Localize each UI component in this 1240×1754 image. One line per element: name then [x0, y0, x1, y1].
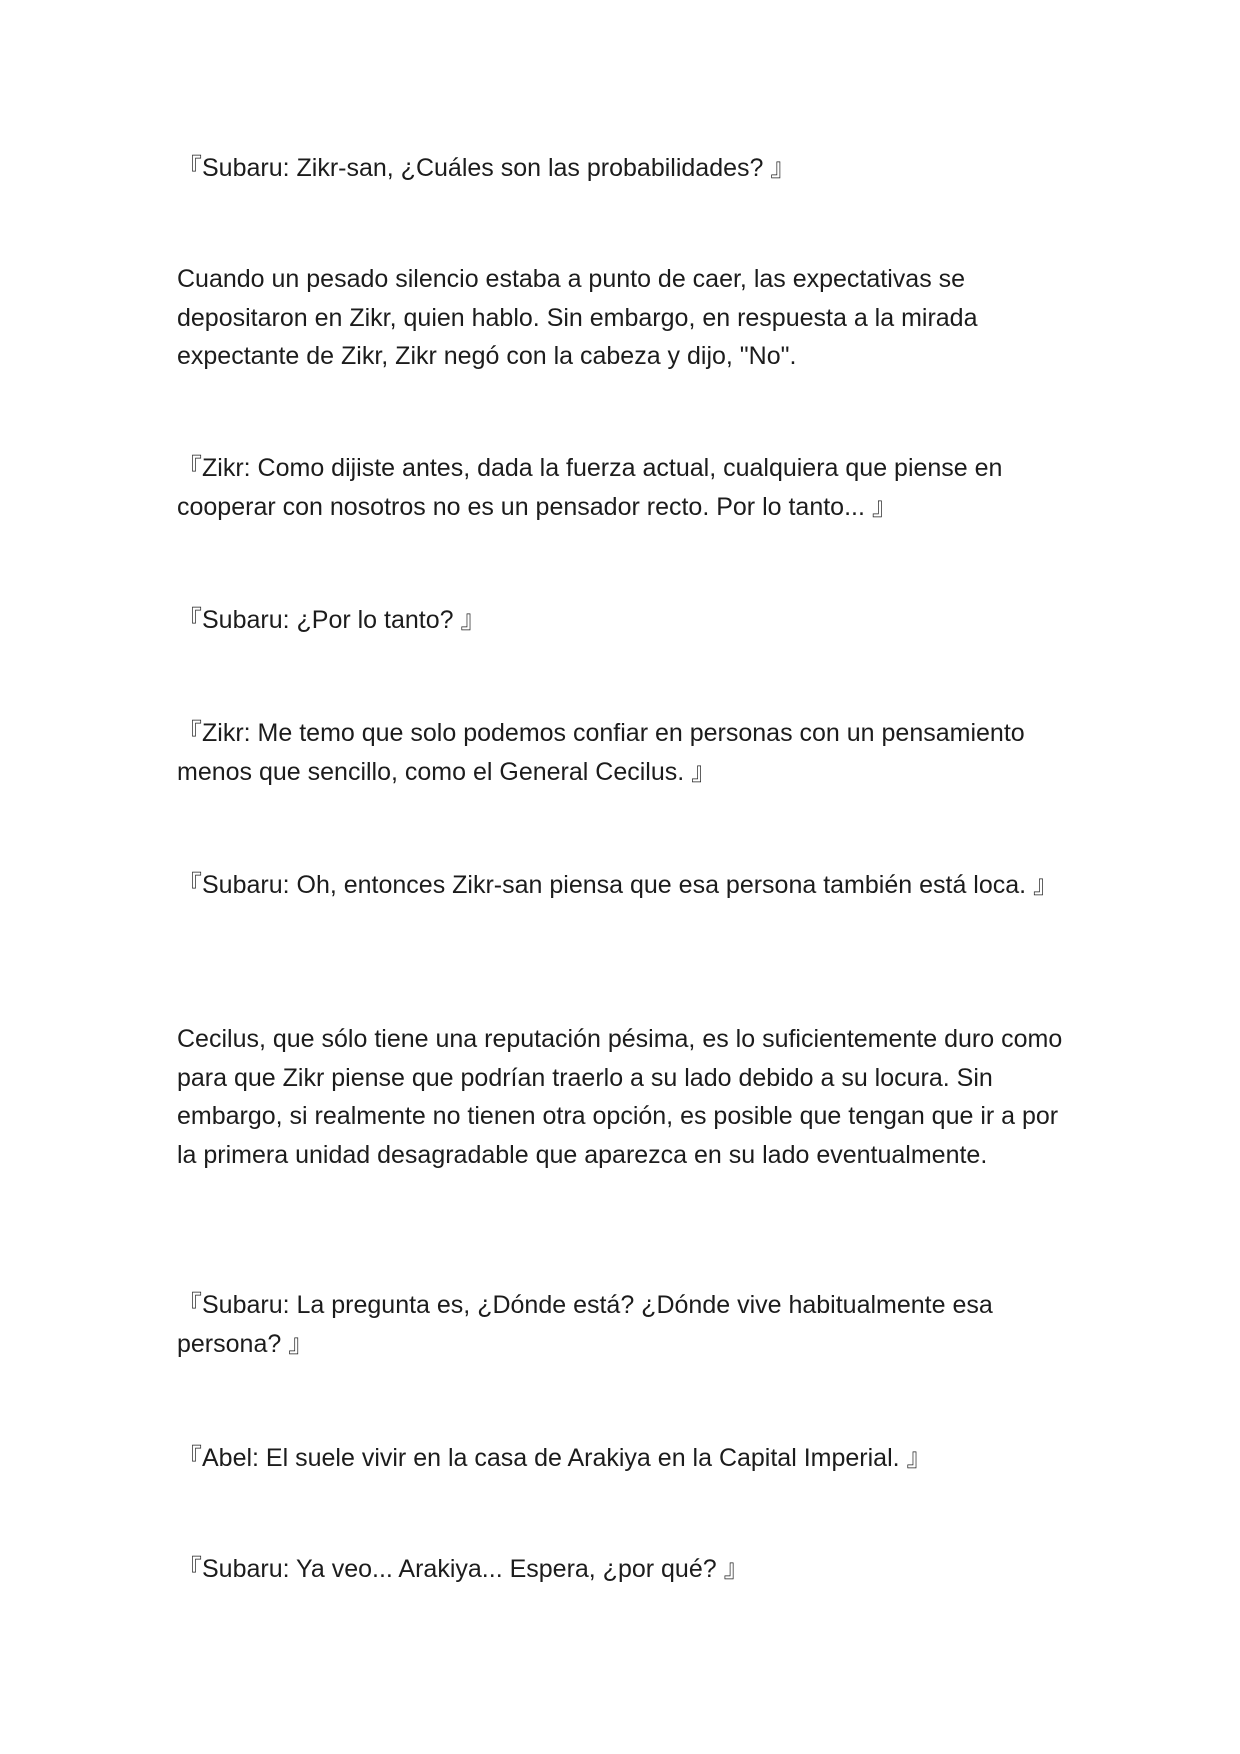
dialogue-zikr-cooperate: 『Zikr: Como dijiste antes, dada la fuerza actual, cualquiera que piense en cooperar con nosotros no es un pensador recto. Por lo tanto... 』	[177, 454, 1003, 521]
narration-silence: Cuando un pesado silencio estaba a punto de caer, las expectativas se depositaron en Zikr, quien hablo. Sin embargo, en respuesta a la mirada expectante de Zikr, Zikr negó con la cabeza y dijo, "No".	[177, 265, 978, 370]
dialogue-subaru-probabilities: 『Subaru: Zikr-san, ¿Cuáles son las probabilidades? 』	[177, 154, 796, 182]
dialogue-subaru-where: 『Subaru: La pregunta es, ¿Dónde está? ¿Dónde vive habitualmente esa persona? 』	[177, 1291, 993, 1358]
dialogue-subaru-therefore: 『Subaru: ¿Por lo tanto? 』	[177, 606, 486, 634]
dialogue-subaru-crazy: 『Subaru: Oh, entonces Zikr-san piensa que esa persona también está loca. 』	[177, 871, 1059, 899]
dialogue-abel-capital: 『Abel: El suele vivir en la casa de Arakiya en la Capital Imperial. 』	[177, 1444, 932, 1472]
dialogue-subaru-arakiya: 『Subaru: Ya veo... Arakiya... Espera, ¿por qué? 』	[177, 1555, 749, 1583]
dialogue-zikr-cecilus: 『Zikr: Me temo que solo podemos confiar en personas con un pensamiento menos que sencillo, como el General Cecilus. 』	[177, 719, 1025, 786]
narration-cecilus: Cecilus, que sólo tiene una reputación pésima, es lo suficientemente duro como para que Zikr piense que podrían traerlo a su lado debido a su locura. Sin embargo, si realmente no tienen otra opción, es posible que tengan que ir a por la primera unidad desagradable que aparezca en su lado eventualmente.	[177, 1025, 1063, 1169]
